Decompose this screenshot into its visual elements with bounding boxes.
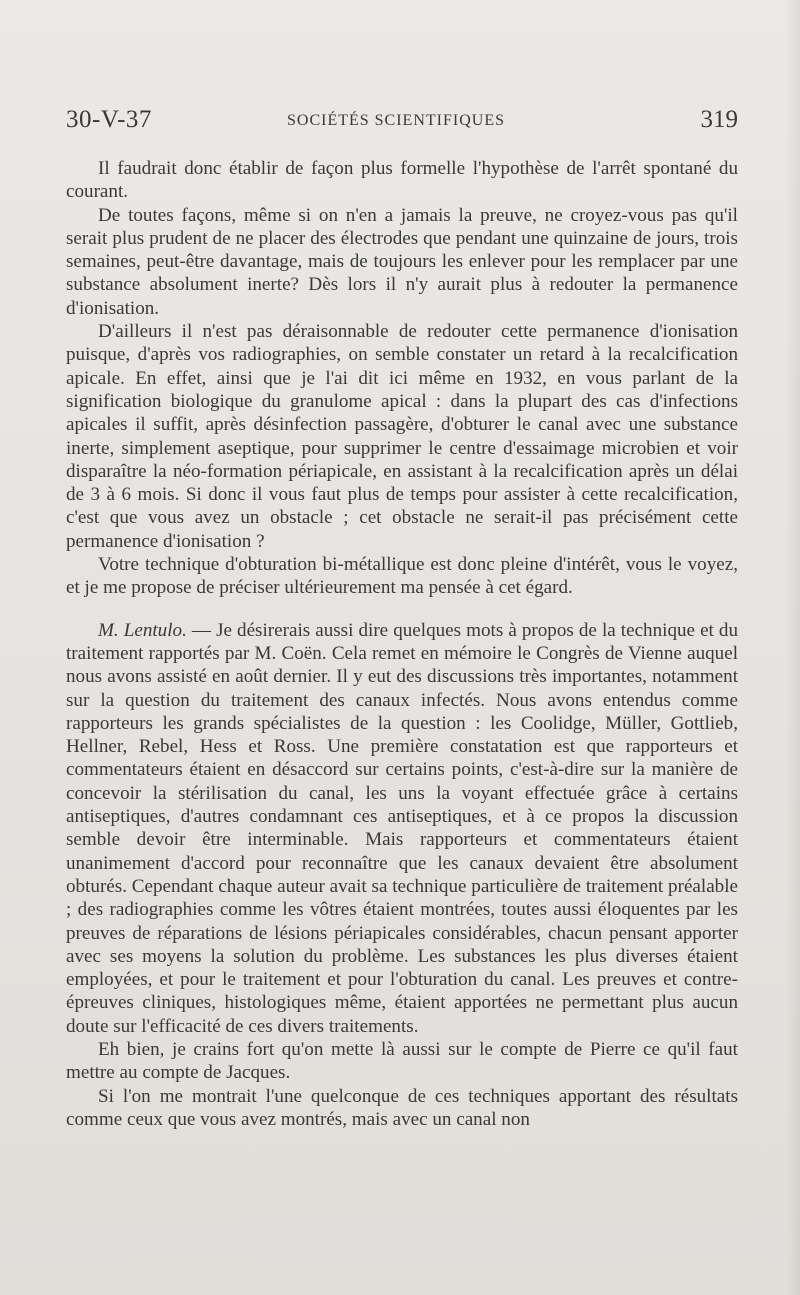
running-header [66, 106, 738, 138]
page-edge-shadow [786, 0, 800, 1295]
paragraph-bimetallic-technique: Votre technique d'obturation bi-métallique est donc pleine d'intérêt, vous le voyez, et je me propose de préciser ultérieurement ma pensée à cet égard. [66, 554, 738, 599]
speech-text: Je désirerais aussi dire quelques mots à propos de la technique et du traitement rapportés par M. Coën. Cela remet en mémoire le Congrès de Vienne auquel nous avons assisté en août dernier. Il y eut des discussions très importantes, notamment sur la question du traitement des canaux infectés. Nous avons entendus comme rapporteurs les grands spécialistes de la question : les Coolidge, Müller, Gottlieb, Hellner, Rebel, Hess et Ross. Une première constatation est que rapporteurs et commentateurs étaient en désaccord sur certains points, c'est-à-dire sur la manière de concevoir la stérilisation du canal, les uns la voyant effectuée grâce à certains antiseptiques, d'autres condamnant ces antiseptiques, et à ce propos la discussion semble devoir être interminable. Mais rapporteurs et commentateurs étaient unanimement d'accord pour reconnaître que les canaux devaient être absolument obturés. Cependant chaque auteur avait sa technique particulière de traitement préalable ; des radiographies comme les vôtres étaient montrées, toutes aussi éloquentes par les preuves de réparations de lésions périapicales considérables, chacun pensant apporter avec ses moyens la solution du problème. Les substances les plus diverses étaient employées, et pour le traitement et pour l'obturation du canal. Les preuves et contre-épreuves cliniques, histologiques même, étaient apportées ne permettant plus aucun doute sur l'efficacité de ces divers traitements. [66, 619, 738, 1037]
running-header-title: SOCIÉTÉS SCIENTIFIQUES [286, 112, 505, 129]
paragraph-spontaneous-current: Il faudrait donc établir de façon plus formelle l'hypothèse de l'arrêt spontané du courant. [66, 158, 738, 203]
paragraph-final-techniques: Si l'on me montrait l'une quelconque de ces techniques apportant des résultats comme ceux que vous avez montrés, mais avec un canal non [66, 1085, 738, 1130]
paragraph-ionisation-permanence: D'ailleurs il n'est pas déraisonnable de redouter cette permanence d'ionisation puisque, d'après vos radiographies, on semble constater un retard à la recalcification apicale. En effet, ainsi que je l'ai dit ici même en 1932, en vous parlant de la signification biologique du granulome apical : dans la plupart des cas d'infections apicales il suffit, après désinfection passagère, d'obturer le canal avec une substance inerte, simplement aseptique, pour supprimer le centre d'essaimage microbien et voir disparaître la néo-formation périapicale, en assistant à la recalcification après un délai de 3 à 6 mois. Si donc il vous faut plus de temps pour assister à cette recalcification, c'est que vous avez un obstacle ; cet obstacle ne serait-il pas précisément cette permanence d'ionisation ? [66, 321, 738, 552]
paragraph-pierre-jacques: Eh bien, je crains fort qu'on mette là aussi sur le compte de Pierre ce qu'il faut mettre au compte de Jacques. [66, 1038, 738, 1084]
speaker-name: M. Lentulo. [98, 619, 187, 641]
paragraph-lentulo-speech [66, 619, 738, 1038]
running-header-date: 30-V-37 [66, 106, 152, 133]
speaker-dash: — [186, 619, 217, 641]
body-text [66, 157, 738, 1131]
paragraph-electrode-placement: De toutes façons, même si on n'en a jamais la preuve, ne croyez-vous pas qu'il serait plus prudent de ne placer des électrodes que pendant une quinzaine de jours, trois semaines, peut-être davantage, mais de toujours les enlever pour les remplacer par une substance absolument inerte? Dès lors il n'y aurait plus à redouter la permanence d'ionisation. [66, 204, 738, 319]
page-number: 319 [700, 106, 738, 133]
